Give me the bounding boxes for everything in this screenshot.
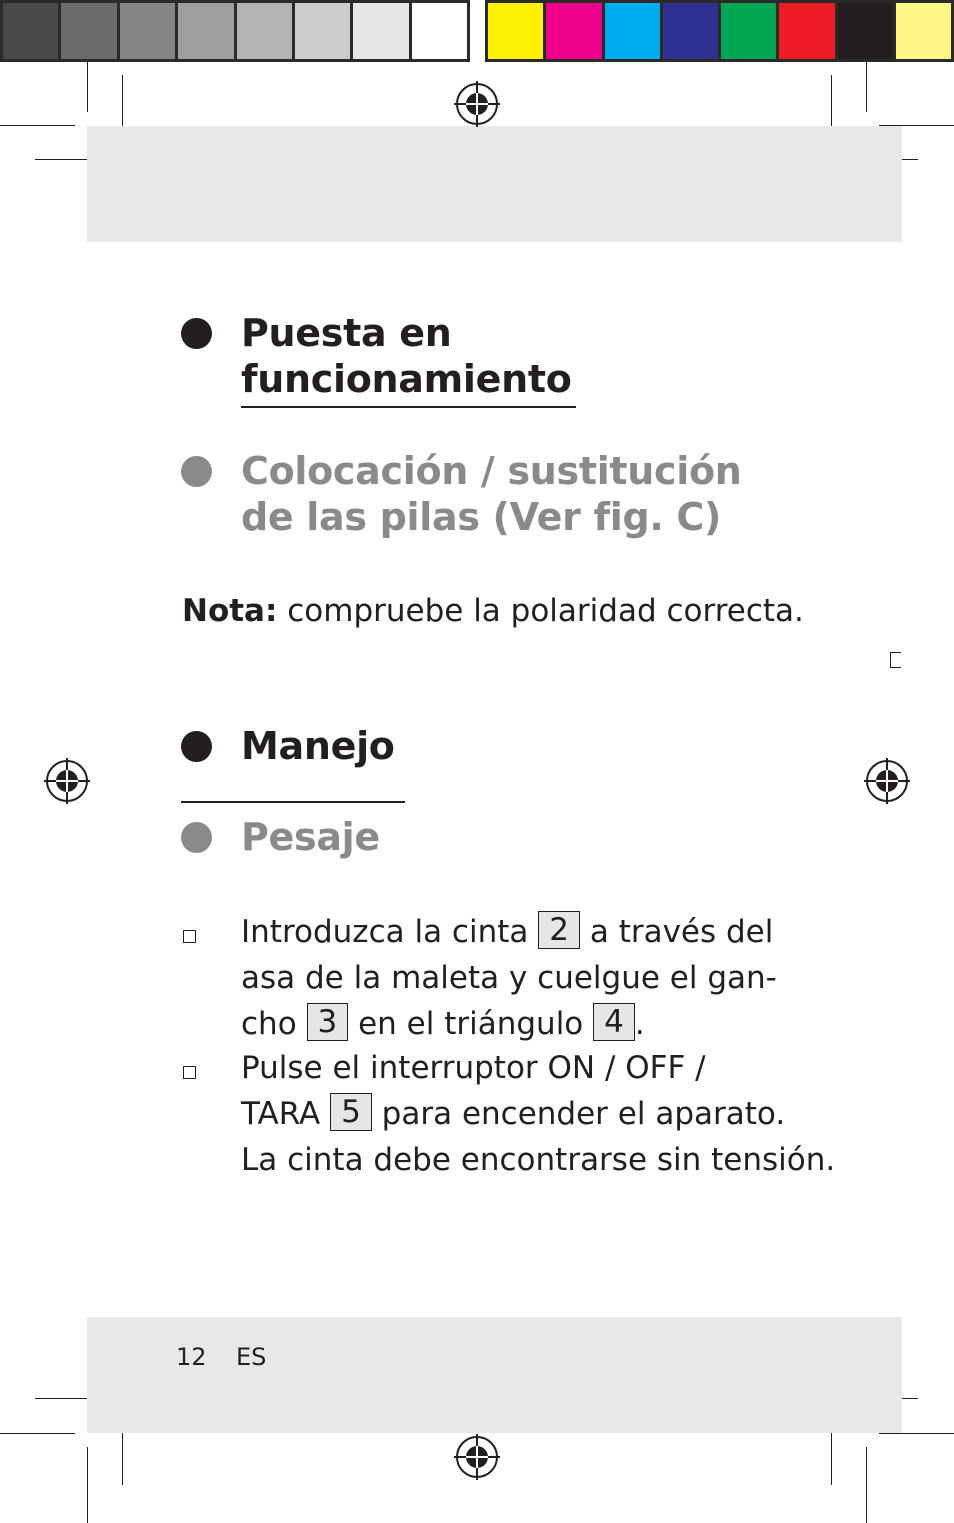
heading-line: de las pilas (Ver fig. C) <box>241 495 722 539</box>
crop-mark <box>0 1433 75 1434</box>
heading-bullet-icon <box>181 822 212 853</box>
crop-mark <box>831 75 832 133</box>
crop-mark <box>87 1447 88 1523</box>
step-line: cho 3 en el triángulo 4 . <box>241 1004 645 1042</box>
heading-line: Puesta en <box>241 311 452 355</box>
note-text: compruebe la polaridad correcta. <box>277 593 804 629</box>
gray-swatch <box>3 3 58 59</box>
heading-underline <box>241 406 576 408</box>
section-heading-pesaje: Pesaje <box>241 815 380 859</box>
gray-swatch <box>178 3 233 59</box>
gray-swatch <box>295 3 350 59</box>
step-1 <box>241 909 777 1047</box>
heading-line: Colocación / sustitución <box>241 449 742 493</box>
note-label: Nota: <box>182 593 278 629</box>
gray-swatch <box>412 3 467 59</box>
color-swatch <box>721 3 776 59</box>
reference-number: 2 <box>538 911 580 949</box>
grayscale-calibration-bar <box>0 0 470 62</box>
heading-line: funcionamiento <box>241 357 572 401</box>
gray-swatch <box>353 3 408 59</box>
color-swatch <box>779 3 834 59</box>
crop-mark <box>831 1425 832 1485</box>
gray-swatch <box>237 3 292 59</box>
color-swatch <box>488 3 543 59</box>
registration-mark-icon <box>864 758 910 804</box>
registration-mark-icon <box>44 758 90 804</box>
gray-swatch <box>120 3 175 59</box>
language-code: ES <box>236 1343 267 1371</box>
crop-mark <box>866 1447 867 1523</box>
color-swatch <box>838 3 893 59</box>
crop-mark <box>122 1425 123 1485</box>
polarity-note <box>182 588 804 634</box>
side-bracket-mark <box>890 652 901 668</box>
step-2 <box>241 1045 835 1183</box>
reference-number: 5 <box>330 1093 372 1131</box>
registration-mark-icon <box>454 1434 500 1480</box>
step-line: Pulse el interruptor ON / OFF / <box>241 1050 706 1086</box>
heading-underline <box>181 801 405 803</box>
heading-bullet-icon <box>181 456 212 487</box>
crop-mark <box>0 125 75 126</box>
reference-number: 3 <box>307 1003 349 1041</box>
color-swatch <box>663 3 718 59</box>
crop-mark <box>879 1433 954 1434</box>
color-swatch <box>896 3 951 59</box>
section-heading-puesta <box>241 310 572 402</box>
reference-number: 4 <box>593 1003 635 1041</box>
crop-mark <box>866 62 867 112</box>
footer-band <box>87 1317 902 1433</box>
color-calibration-bar <box>485 0 954 62</box>
crop-mark <box>87 62 88 112</box>
crop-mark <box>122 75 123 133</box>
header-band <box>87 126 902 242</box>
registration-mark-icon <box>454 81 500 127</box>
step-line: TARA 5 para encender el aparato. <box>241 1094 786 1132</box>
step-checkbox-icon <box>183 1066 196 1079</box>
step-line: asa de la maleta y cuelgue el gan- <box>241 960 777 996</box>
step-line: Introduzca la cinta 2 a través del <box>241 912 774 950</box>
crop-mark <box>35 159 87 160</box>
crop-mark <box>35 1398 87 1399</box>
gray-swatch <box>61 3 116 59</box>
color-swatch <box>546 3 601 59</box>
section-heading-manejo: Manejo <box>241 724 395 768</box>
section-heading-pilas <box>241 448 742 540</box>
color-swatch <box>605 3 660 59</box>
page-number: 12 <box>176 1343 207 1371</box>
step-line: La cinta debe encontrarse sin tensión. <box>241 1142 836 1178</box>
step-checkbox-icon <box>183 930 196 943</box>
heading-bullet-icon <box>181 318 212 349</box>
heading-bullet-icon <box>181 731 212 762</box>
